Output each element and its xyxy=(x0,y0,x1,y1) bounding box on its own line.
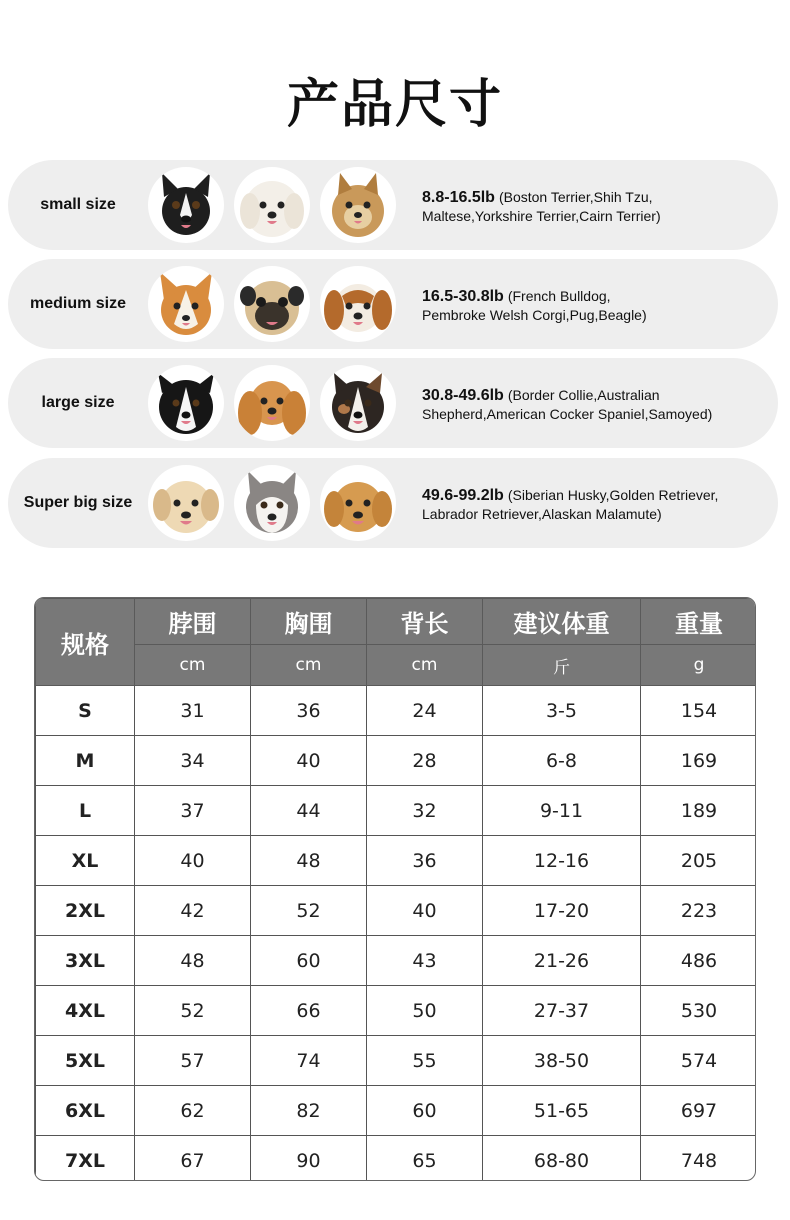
cell-back-length: 40 xyxy=(367,886,483,936)
page-title: 产品尺寸 xyxy=(286,75,503,135)
cell-recommended-weight: 68-80 xyxy=(483,1136,641,1182)
cell-chest: 36 xyxy=(251,686,367,736)
cell-back-length: 24 xyxy=(367,686,483,736)
boston-terrier-photo xyxy=(148,167,224,243)
cell-neck: 67 xyxy=(135,1136,251,1182)
size-description xyxy=(422,287,782,324)
labrador-photo xyxy=(148,465,224,541)
table-row xyxy=(36,1136,757,1182)
size-description xyxy=(422,486,782,523)
cell-weight: 205 xyxy=(641,836,757,886)
husky-photo xyxy=(234,465,310,541)
corgi-photo xyxy=(148,266,224,342)
cell-back-length: 36 xyxy=(367,836,483,886)
cell-weight: 169 xyxy=(641,736,757,786)
cell-size: L xyxy=(36,786,135,836)
cocker-spaniel-photo xyxy=(234,365,310,441)
cell-weight: 486 xyxy=(641,936,757,986)
cell-neck: 37 xyxy=(135,786,251,836)
cell-recommended-weight: 3-5 xyxy=(483,686,641,736)
header-chest: 胸围 xyxy=(251,599,367,645)
border-collie-photo xyxy=(148,365,224,441)
cell-recommended-weight: 9-11 xyxy=(483,786,641,836)
size-row-small xyxy=(8,160,778,250)
table-row xyxy=(36,786,757,836)
cell-weight: 697 xyxy=(641,1086,757,1136)
weight-range: 49.6-99.2lb xyxy=(422,487,504,504)
size-row-large xyxy=(8,358,778,448)
cell-size: S xyxy=(36,686,135,736)
weight-range: 16.5-30.8lb xyxy=(422,288,504,305)
table-row xyxy=(36,886,757,936)
size-label: medium size xyxy=(29,295,127,312)
cell-weight: 748 xyxy=(641,1136,757,1182)
header-neck: 脖围 xyxy=(135,599,251,645)
cell-weight: 189 xyxy=(641,786,757,836)
header-weight: 重量 xyxy=(641,599,757,645)
weight-range: 30.8-49.6lb xyxy=(422,387,504,404)
header-size: 规格 xyxy=(36,599,135,686)
table-row xyxy=(36,1086,757,1136)
cell-size: 6XL xyxy=(36,1086,135,1136)
cell-weight: 530 xyxy=(641,986,757,1036)
cell-neck: 31 xyxy=(135,686,251,736)
unit-chest: cm xyxy=(251,645,367,686)
cell-neck: 57 xyxy=(135,1036,251,1086)
cell-neck: 34 xyxy=(135,736,251,786)
size-row-medium xyxy=(8,259,778,349)
weight-range: 8.8-16.5lb xyxy=(422,189,495,206)
size-chart-table xyxy=(34,597,756,1181)
header-recommended-weight: 建议体重 xyxy=(483,599,641,645)
cell-size: XL xyxy=(36,836,135,886)
cell-recommended-weight: 12-16 xyxy=(483,836,641,886)
size-label: Super big size xyxy=(23,494,133,511)
maltese-photo xyxy=(234,167,310,243)
cell-recommended-weight: 51-65 xyxy=(483,1086,641,1136)
cell-neck: 62 xyxy=(135,1086,251,1136)
unit-neck: cm xyxy=(135,645,251,686)
cell-neck: 52 xyxy=(135,986,251,1036)
cell-chest: 52 xyxy=(251,886,367,936)
cell-size: 2XL xyxy=(36,886,135,936)
cell-chest: 82 xyxy=(251,1086,367,1136)
unit-weight: g xyxy=(641,645,757,686)
breeds-line-2: Shepherd,American Cocker Spaniel,Samoyed) xyxy=(422,406,713,422)
cell-chest: 74 xyxy=(251,1036,367,1086)
australian-shepherd-photo xyxy=(320,365,396,441)
breeds-line-2: Labrador Retriever,Alaskan Malamute) xyxy=(422,506,662,522)
breeds-line-1: (Boston Terrier,Shih Tzu, xyxy=(498,189,653,205)
cell-chest: 60 xyxy=(251,936,367,986)
size-label: large size xyxy=(41,394,115,411)
cell-weight: 154 xyxy=(641,686,757,736)
cell-recommended-weight: 27-37 xyxy=(483,986,641,1036)
cell-back-length: 43 xyxy=(367,936,483,986)
size-row-super-big xyxy=(8,458,778,548)
cell-weight: 223 xyxy=(641,886,757,936)
golden-retriever-photo xyxy=(320,465,396,541)
cell-size: 5XL xyxy=(36,1036,135,1086)
pug-photo xyxy=(234,266,310,342)
cell-recommended-weight: 21-26 xyxy=(483,936,641,986)
cell-neck: 42 xyxy=(135,886,251,936)
unit-recommended-weight: 斤 xyxy=(483,645,641,686)
cell-chest: 48 xyxy=(251,836,367,886)
cell-neck: 48 xyxy=(135,936,251,986)
table-row xyxy=(36,686,757,736)
header-back-length: 背长 xyxy=(367,599,483,645)
table-row xyxy=(36,986,757,1036)
breeds-line-1: (Border Collie,Australian xyxy=(507,387,660,403)
table-row xyxy=(36,1036,757,1086)
beagle-photo xyxy=(320,266,396,342)
cell-back-length: 55 xyxy=(367,1036,483,1086)
cell-neck: 40 xyxy=(135,836,251,886)
cell-weight: 574 xyxy=(641,1036,757,1086)
unit-back-length: cm xyxy=(367,645,483,686)
cell-chest: 90 xyxy=(251,1136,367,1182)
cell-back-length: 65 xyxy=(367,1136,483,1182)
yorkshire-terrier-photo xyxy=(320,167,396,243)
breeds-line-2: Pembroke Welsh Corgi,Pug,Beagle) xyxy=(422,307,647,323)
size-description xyxy=(422,188,782,225)
cell-chest: 44 xyxy=(251,786,367,836)
breeds-line-2: Maltese,Yorkshire Terrier,Cairn Terrier) xyxy=(422,208,661,224)
breeds-line-1: (French Bulldog, xyxy=(507,288,611,304)
cell-recommended-weight: 6-8 xyxy=(483,736,641,786)
cell-back-length: 60 xyxy=(367,1086,483,1136)
table-row xyxy=(36,936,757,986)
breeds-line-1: (Siberian Husky,Golden Retriever, xyxy=(507,487,719,503)
cell-size: 3XL xyxy=(36,936,135,986)
cell-chest: 66 xyxy=(251,986,367,1036)
cell-size: 4XL xyxy=(36,986,135,1036)
size-label: small size xyxy=(40,196,116,213)
cell-back-length: 28 xyxy=(367,736,483,786)
cell-size: M xyxy=(36,736,135,786)
cell-chest: 40 xyxy=(251,736,367,786)
cell-back-length: 32 xyxy=(367,786,483,836)
table-row xyxy=(36,736,757,786)
cell-recommended-weight: 38-50 xyxy=(483,1036,641,1086)
size-description xyxy=(422,386,782,423)
cell-recommended-weight: 17-20 xyxy=(483,886,641,936)
cell-size: 7XL xyxy=(36,1136,135,1182)
cell-back-length: 50 xyxy=(367,986,483,1036)
table-row xyxy=(36,836,757,886)
